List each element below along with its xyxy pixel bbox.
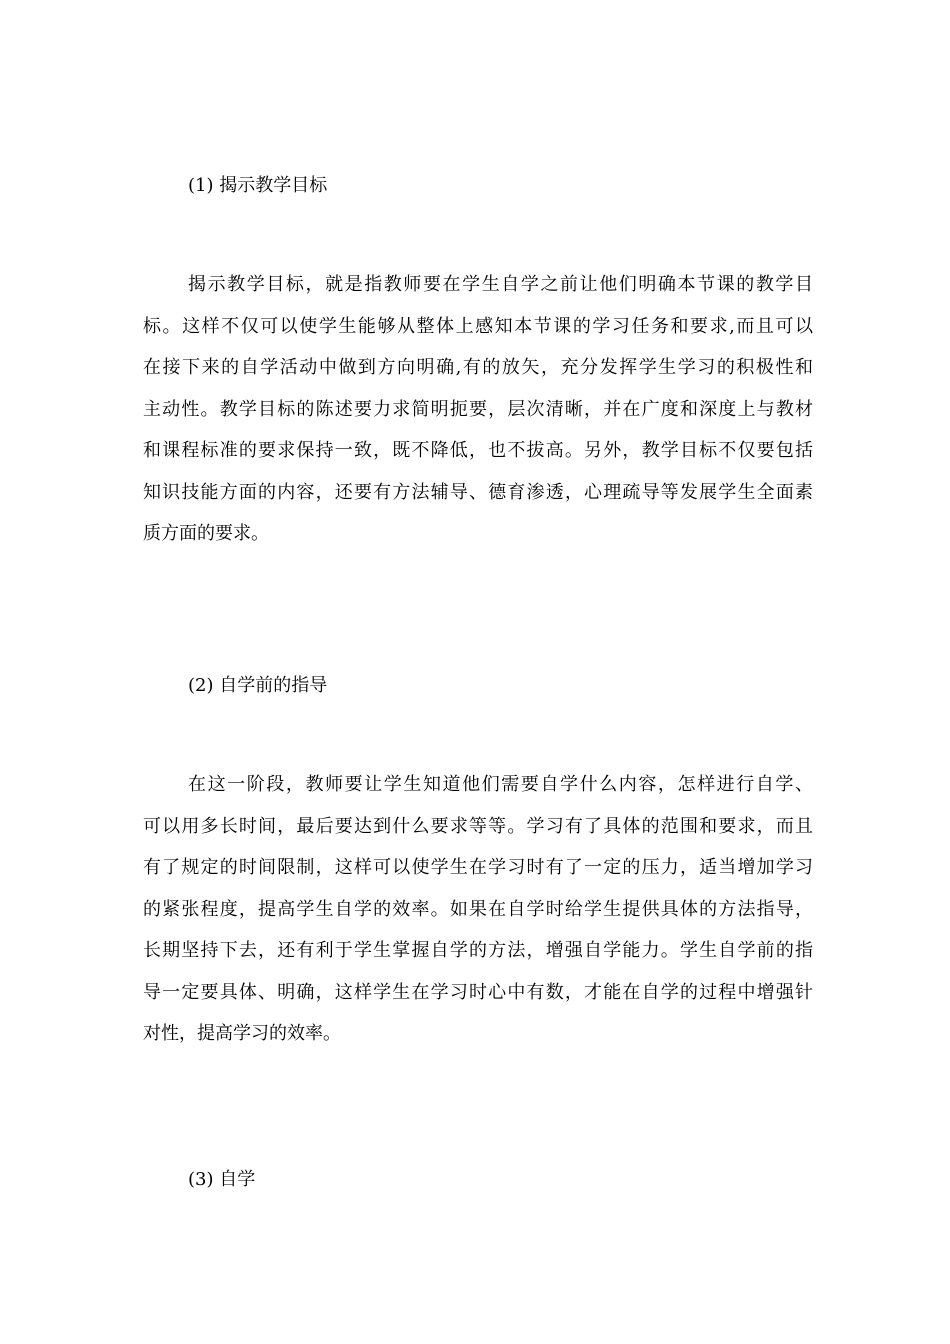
- paragraph-line: 可以用多长时间，最后要达到什么要求等等。学习有了具体的范围和要求，而且: [143, 815, 813, 837]
- section-paragraph-1: [143, 264, 813, 555]
- section-heading-2: (2) 自学前的指导: [188, 675, 328, 696]
- paragraph-line: 标。这样不仅可以使学生能够从整体上感知本节课的学习任务和要求,而且可以: [143, 315, 813, 337]
- paragraph-line: 的紧张程度，提高学生自学的效率。如果在自学时给学生提供具体的方法指导，: [143, 898, 813, 920]
- section-heading-1: (1) 揭示教学目标: [188, 175, 328, 196]
- section-paragraph-2: [143, 764, 813, 1055]
- paragraph-line: 导一定要具体、明确，这样学生在学习时心中有数，才能在自学的过程中增强针: [143, 981, 813, 1003]
- paragraph-line: 有了规定的时间限制，这样可以使学生在学习时有了一定的压力，适当增加学习: [143, 857, 813, 878]
- paragraph-line: 揭示教学目标，就是指教师要在学生自学之前让他们明确本节课的教学目: [188, 274, 813, 295]
- paragraph-line: 知识技能方面的内容，还要有方法辅导、德育渗透，心理疏导等发展学生全面素: [143, 481, 813, 503]
- paragraph-line: 主动性。教学目标的陈述要力求简明扼要，层次清晰，并在广度和深度上与教材: [143, 398, 813, 420]
- paragraph-line: 在这一阶段，教师要让学生知道他们需要自学什么内容，怎样进行自学、: [188, 774, 813, 795]
- paragraph-line: 质方面的要求。: [143, 523, 269, 544]
- paragraph-line: 对性，提高学习的效率。: [143, 1023, 341, 1044]
- paragraph-line: 在接下来的自学活动中做到方向明确,有的放矢，充分发挥学生学习的积极性和: [143, 357, 813, 378]
- paragraph-line: 长期坚持下去，还有利于学生掌握自学的方法，增强自学能力。学生自学前的指: [143, 940, 813, 961]
- paragraph-line: 和课程标准的要求保持一致，既不降低，也不拔高。另外，教学目标不仅要包括: [143, 440, 813, 461]
- section-heading-3: (3) 自学: [188, 1169, 256, 1190]
